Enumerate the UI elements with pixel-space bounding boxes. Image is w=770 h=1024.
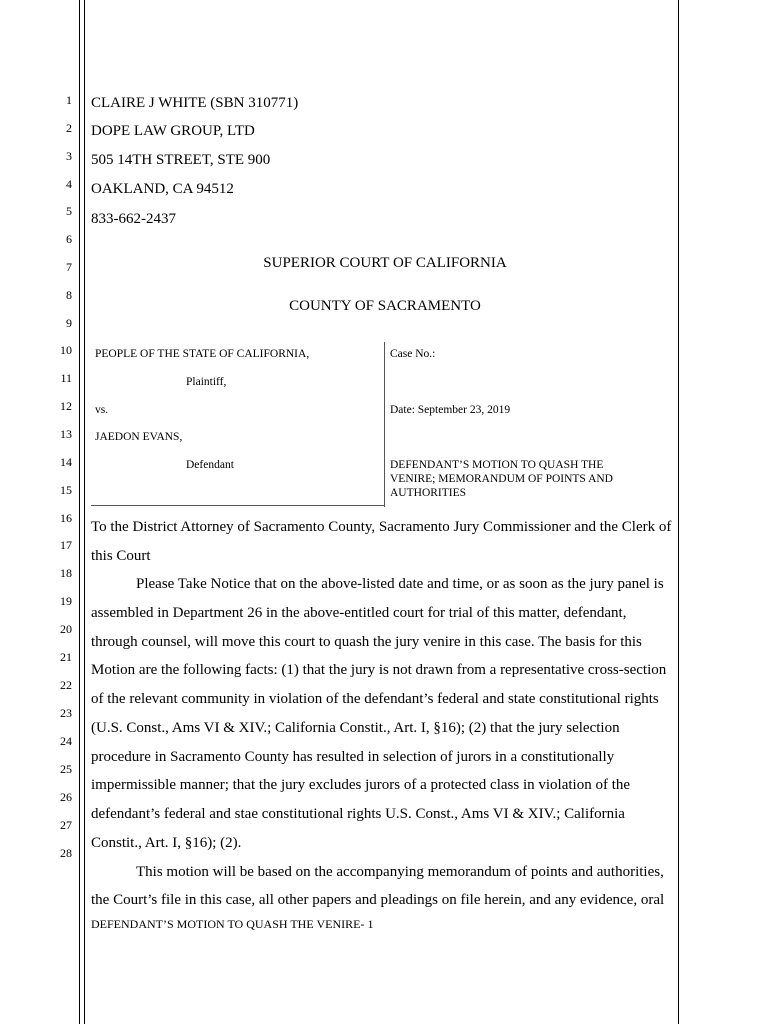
plaintiff-name: PEOPLE OF THE STATE OF CALIFORNIA, — [95, 348, 310, 360]
body-line: assembled in Department 26 in the above-entitled court for trial of this matter, defendant, — [91, 605, 627, 621]
line-number: 27 — [60, 818, 72, 832]
line-number: 2 — [66, 121, 72, 135]
court-county: COUNTY OF SACRAMENTO — [289, 298, 481, 314]
body-line: This motion will be based on the accompanying memorandum of points and authorities, — [136, 864, 664, 880]
line-number: 13 — [60, 427, 72, 441]
caption-divider-vertical — [384, 342, 385, 507]
line-number: 11 — [60, 371, 72, 385]
page-footer: DEFENDANT’S MOTION TO QUASH THE VENIRE- 1 — [91, 917, 374, 931]
attorney-phone: 833-662-2437 — [91, 211, 176, 227]
body-line: procedure in Sacramento County has resulted in selection of jurors in a constitutionally — [91, 749, 615, 765]
caption-divider-horizontal — [91, 505, 385, 506]
line-number: 26 — [60, 790, 72, 804]
line-number: 6 — [66, 232, 72, 246]
body-line: Constit., Art. I, §16); (2). — [91, 835, 242, 851]
body-line: the Court’s file in this case, all other papers and pleadings on file herein, and any evidence, oral — [91, 892, 665, 908]
line-number: 28 — [60, 846, 72, 860]
line-number: 15 — [60, 483, 72, 497]
line-number: 19 — [60, 594, 72, 608]
line-number: 25 — [60, 762, 72, 776]
line-number: 21 — [60, 650, 72, 664]
body-line: this Court — [91, 548, 151, 564]
body-line: impermissible manner; that the jury excludes jurors of a protected class in violation of the — [91, 777, 631, 793]
defendant-name: JAEDON EVANS, — [95, 431, 183, 443]
line-number: 23 — [60, 706, 72, 720]
line-number: 14 — [60, 455, 72, 469]
body-line: To the District Attorney of Sacramento County, Sacramento Jury Commissioner and the Clerk of — [91, 519, 672, 535]
line-number: 10 — [60, 343, 72, 357]
court-name: SUPERIOR COURT OF CALIFORNIA — [263, 255, 507, 271]
body-line: (U.S. Const., Ams VI & XIV.; California Constit., Art. I, §16); (2) that the jury selection — [91, 720, 620, 736]
line-number: 7 — [66, 260, 72, 274]
document-title: VENIRE; MEMORANDUM OF POINTS AND — [390, 473, 613, 485]
body-line: of the relevant community in violation of the defendant’s federal and state constitutional rights — [91, 691, 659, 707]
hearing-date: Date: September 23, 2019 — [390, 404, 511, 416]
line-number: 4 — [66, 177, 72, 191]
versus-label: vs. — [95, 404, 109, 416]
line-number: 12 — [60, 399, 72, 413]
case-number-label: Case No.: — [390, 348, 436, 360]
line-number: 22 — [60, 678, 72, 692]
line-number: 17 — [60, 538, 72, 552]
line-number: 24 — [60, 734, 72, 748]
line-number: 18 — [60, 566, 72, 580]
line-number: 3 — [66, 149, 72, 163]
left-margin-rule-inner — [84, 0, 85, 1024]
body-line: Please Take Notice that on the above-listed date and time, or as soon as the jury panel is — [136, 576, 664, 592]
attorney-city: OAKLAND, CA 94512 — [91, 181, 234, 197]
document-title: AUTHORITIES — [390, 487, 467, 499]
line-number: 9 — [66, 316, 72, 330]
attorney-firm: DOPE LAW GROUP, LTD — [91, 123, 255, 139]
line-number: 20 — [60, 622, 72, 636]
body-line: defendant’s federal and stae constitutional rights U.S. Const., Ams VI & XIV.; California — [91, 806, 625, 822]
line-number: 8 — [66, 288, 72, 302]
document-title: DEFENDANT’S MOTION TO QUASH THE — [390, 459, 604, 471]
body-line: through counsel, will move this court to quash the jury venire in this case. The basis for this — [91, 634, 642, 650]
line-number: 1 — [66, 93, 72, 107]
line-number: 16 — [60, 511, 72, 525]
body-line: Motion are the following facts: (1) that the jury is not drawn from a representative cross-section — [91, 662, 667, 678]
attorney-street: 505 14TH STREET, STE 900 — [91, 152, 271, 168]
left-margin-rule-outer — [79, 0, 80, 1024]
right-margin-rule — [678, 0, 679, 1024]
defendant-role: Defendant — [186, 459, 234, 471]
attorney-name: CLAIRE J WHITE (SBN 310771) — [91, 95, 299, 111]
plaintiff-role: Plaintiff, — [186, 376, 227, 388]
line-number: 5 — [66, 204, 72, 218]
